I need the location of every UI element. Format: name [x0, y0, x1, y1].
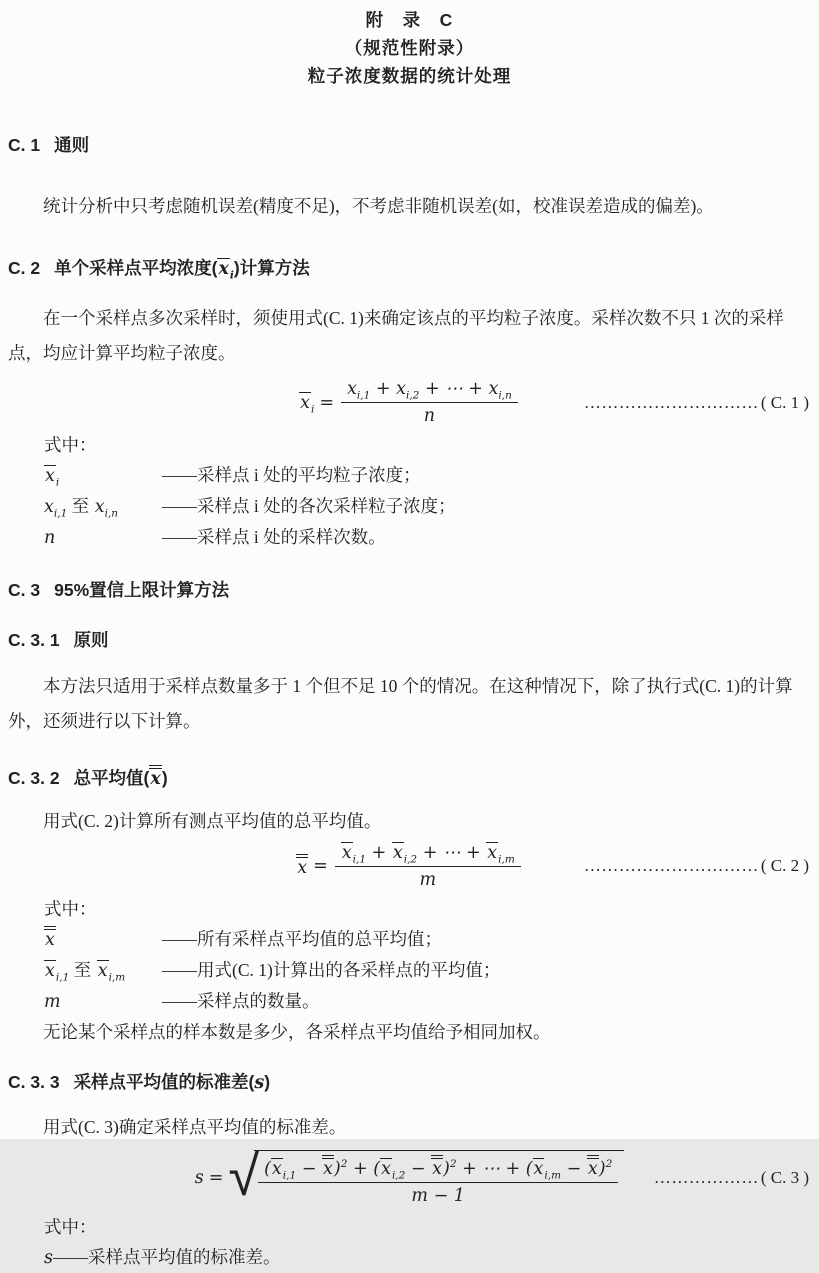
paragraph-c2: 在一个采样点多次采样时，须使用式(C. 1)来确定该点的平均粒子浓度。采样次数不只 1 次的采样点，均应计算平均粒子浓度。	[8, 308, 784, 363]
formula-c3-expression: s = √ $\frac{(x_{i,1} - x)^2 + (x_{i,2} - x)^2 + \cdots + (x_{i,m} - x)^2}{m - 1}$	[195, 1150, 625, 1206]
where-intro-c2: 式中：	[44, 899, 97, 919]
definition-symbol: $x_{i,1}$ 至 $x_{i,m}$	[45, 960, 126, 984]
definition-row	[8, 491, 811, 522]
paragraph-c32: 用式(C. 2)计算所有测点平均值的总平均值。	[43, 811, 382, 831]
heading-c1	[8, 134, 811, 156]
definition-symbol: s	[44, 1248, 53, 1268]
heading-c32-title: 总平均值(x)	[74, 765, 168, 790]
leader-dots: …………………………	[583, 856, 759, 875]
appendix-subtitle: （规范性附录）	[344, 38, 475, 58]
definition-text: ——采样点平均值的标准差。	[52, 1247, 281, 1267]
where-intro-c1: 式中：	[44, 435, 97, 455]
paragraph-c33: 用式(C. 3)确定采样点平均值的标准差。	[43, 1117, 347, 1137]
heading-c33-title: 采样点平均值的标准差(s)	[73, 1072, 271, 1093]
heading-c33	[8, 1071, 811, 1094]
definition-row	[8, 955, 811, 986]
formula-c1	[8, 379, 811, 426]
formula-c3-reference	[654, 1168, 809, 1188]
formula-c1-label: ( C. 1 )	[760, 392, 809, 412]
definition-text: ——采样点的数量。	[162, 991, 320, 1011]
heading-c31-number: C. 3. 1	[8, 630, 60, 650]
formula-c2-label: ( C. 2 )	[760, 856, 809, 875]
paragraph-c31: 本方法只适用于采样点数量多于 1 个但不足 10 个的情况。在这种情况下，除了执行式(C. 1)的计算外，还须进行以下计算。	[8, 676, 793, 731]
paragraph-c1: 统计分析中只考虑随机误差(精度不足)，不考虑非随机误差(如，校准误差造成的偏差)。	[43, 196, 714, 216]
heading-c2-number: C. 2	[8, 258, 41, 278]
heading-c31	[8, 629, 811, 651]
definition-text: ——采样点 i 处的平均粒子浓度；	[162, 465, 421, 485]
heading-c1-title: 通则	[54, 135, 90, 155]
definition-row	[8, 1242, 811, 1273]
heading-c2-title: 单个采样点平均浓度$(x_i)$计算方法	[54, 258, 310, 282]
formula-c2	[8, 842, 811, 890]
paragraph-weighting-note: 无论某个采样点的样本数是多少，各采样点平均值给予相同加权。	[43, 1022, 551, 1042]
heading-c32	[8, 765, 811, 790]
formula-c2-reference	[584, 856, 809, 876]
heading-c2	[8, 257, 811, 280]
appendix-title: 附 录 C	[365, 10, 454, 30]
definition-row	[8, 924, 811, 955]
formula-c2-expression: x = $\frac{x_{i,1} + x_{i,2} + \cdots + x_{i,m}}{m}$	[296, 842, 523, 890]
heading-c1-number: C. 1	[8, 135, 41, 155]
formula-c1-reference	[584, 393, 809, 413]
definition-symbol: m	[44, 992, 61, 1012]
where-intro-c3: 式中：	[44, 1217, 97, 1237]
definition-text: ——所有采样点平均值的总平均值；	[162, 929, 442, 949]
heading-c3-number: C. 3	[8, 580, 41, 600]
leader-dots: ………………	[653, 1168, 759, 1187]
definition-row	[8, 522, 811, 553]
radical-sign: √	[228, 1144, 260, 1209]
definition-symbol: $x_i$	[45, 466, 60, 489]
formula-c1-expression: $x_i$ = $\frac{x_{i,1} + x_{i,2} + \cdots + x_{i,n}}{n}$	[299, 379, 520, 426]
definition-text: ——用式(C. 1)计算出的各采样点的平均值；	[162, 960, 501, 980]
definition-row	[8, 986, 811, 1017]
definition-symbol: $x_{i,1}$ 至 $x_{i,n}$	[44, 496, 119, 520]
heading-c31-title: 原则	[73, 630, 109, 650]
definition-text: ——采样点 i 处的各次采样粒子浓度；	[162, 496, 456, 516]
heading-c3-title: 95%置信上限计算方法	[54, 580, 230, 600]
formula-c3-label: ( C. 3 )	[760, 1168, 809, 1187]
heading-c3	[8, 579, 811, 601]
appendix-title-block	[8, 6, 811, 90]
definition-text: ——采样点 i 处的采样次数。	[162, 527, 386, 547]
appendix-topic: 粒子浓度数据的统计处理	[307, 66, 512, 86]
heading-c32-number: C. 3. 2	[8, 768, 60, 788]
heading-c33-number: C. 3. 3	[8, 1072, 60, 1092]
definition-symbol: x	[44, 925, 162, 955]
formula-c3	[8, 1144, 811, 1209]
definition-row	[8, 460, 811, 491]
definition-symbol: n	[44, 528, 56, 548]
leader-dots: …………………………	[583, 392, 759, 412]
